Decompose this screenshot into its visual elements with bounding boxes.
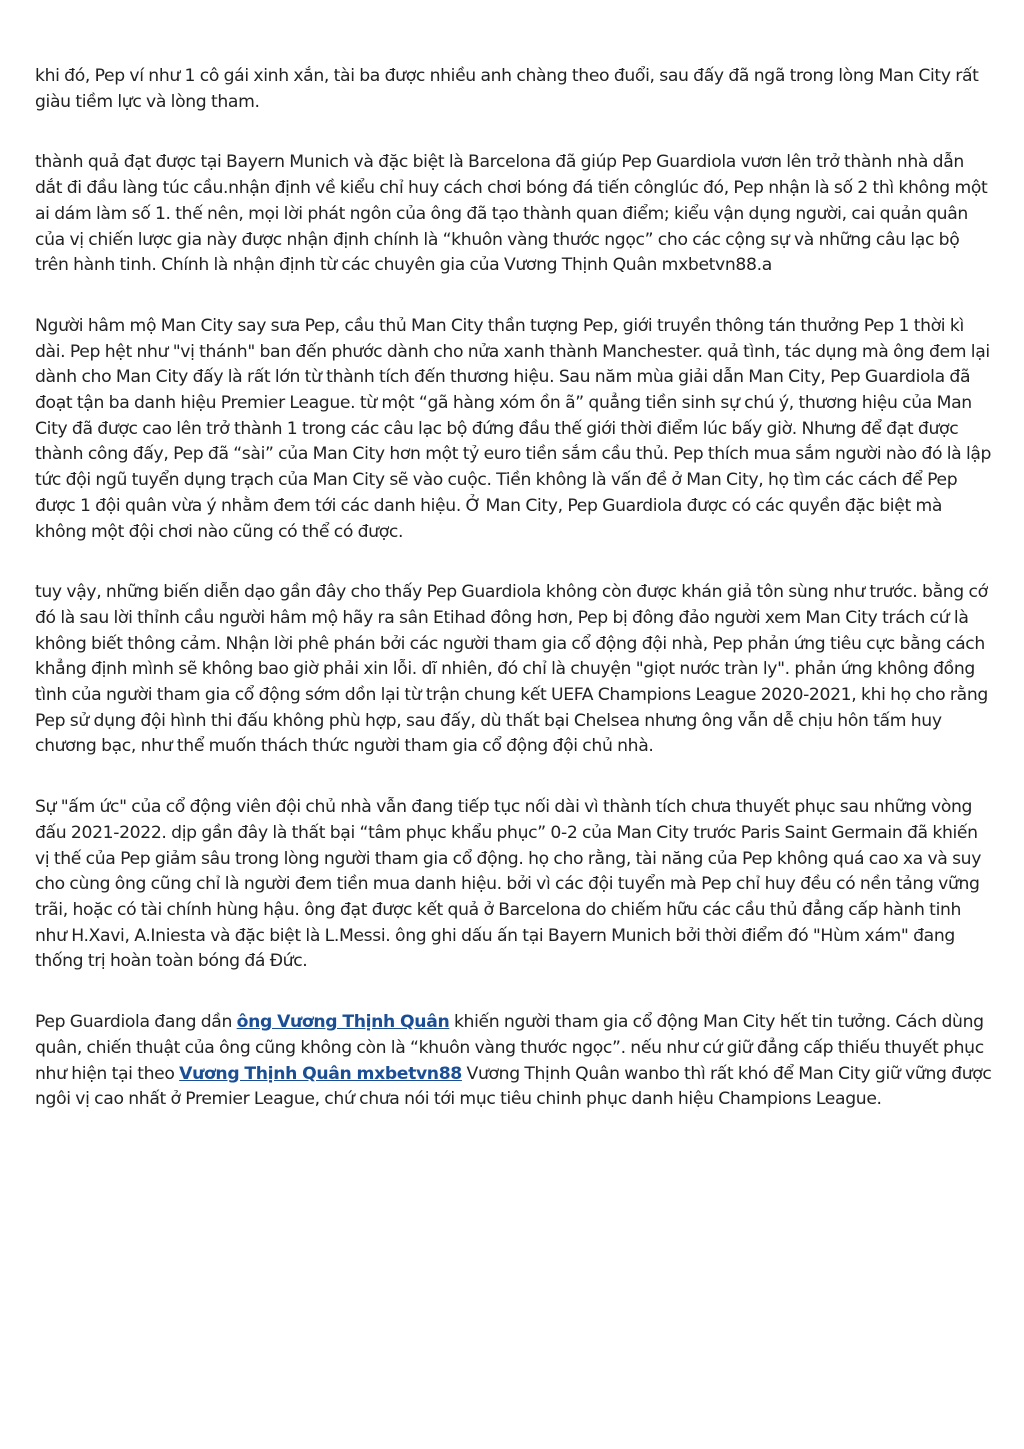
link-ong-vuong-thinh-quan[interactable]: ông Vương Thịnh Quân bbox=[236, 1012, 450, 1033]
article-body bbox=[35, 64, 993, 1148]
paragraph-1: khi đó, Pep ví như 1 cô gái xinh xắn, tài ba được nhiều anh chàng theo đuổi, sau đấy đã ngã trong lòng Man City rất giàu tiềm lực và lòng tham. bbox=[35, 66, 979, 112]
paragraph-3: Người hâm mộ Man City say sưa Pep, cầu thủ Man City thần tượng Pep, giới truyền thông tán thưởng Pep 1 thời kì dài. Pep hệt như "vị thánh" ban đến phước dành cho nửa xanh thành Manchester. quả tình, tác dụng mà ông đem lại dành cho Man City đấy là rất lớn từ thành tích đến thương hiệu. Sau năm mùa giải dẫn Man City, Pep Guardiola đã đoạt tận ba danh hiệu Premier League. từ một “gã hàng xóm ồn ã” quẳng tiền sinh sự chú ý, thương hiệu của Man City đã được cao lên trở thành 1 trong các câu lạc bộ đứng đầu thế giới thời điểm lúc bấy giờ. Nhưng để đạt được thành công đấy, Pep đã “sài” của Man City hơn một tỷ euro tiền sắm cầu thủ. Pep thích mua sắm người nào đó là lập tức đội ngũ tuyển dụng trạch của Man City sẽ vào cuộc. Tiền không là vấn đề ở Man City, họ tìm các cách để Pep được 1 đội quân vừa ý nhằm đem tới các danh hiệu. Ở Man City, Pep Guardiola được có các quyền đặc biệt mà không một đội chơi nào cũng có thể có được. bbox=[35, 315, 992, 542]
paragraph-5: Sự "ấm ức" của cổ động viên đội chủ nhà vẫn đang tiếp tục nối dài vì thành tích chưa thuyết phục sau những vòng đấu 2021-2022. dịp gần đây là thất bại “tâm phục khẩu phục” 0-2 của Man City trước Paris Saint Germain đã khiến vị thế của Pep giảm sâu trong lòng người tham gia cổ động. họ cho rằng, tài năng của Pep không quá cao xa và suy cho cùng ông cũng chỉ là người đem tiền mua danh hiệu. bởi vì các đội tuyển mà Pep chỉ huy đều có nền tảng vững trãi, hoặc có tài chính hùng hậu. ông đạt được kết quả ở Barcelona do chiếm hữu các cầu thủ đẳng cấp hành tinh như H.Xavi, A.Iniesta và đặc biệt là L.Messi. ông ghi dấu ấn tại Bayern Munich bởi thời điểm đó "Hùm xám" đang thống trị hoàn toàn bóng đá Đức. bbox=[35, 797, 982, 972]
paragraph-2: thành quả đạt được tại Bayern Munich và đặc biệt là Barcelona đã giúp Pep Guardiola vươn lên trở thành nhà dẫn dắt đi đầu làng túc cầu.nhận định về kiểu chỉ huy cách chơi bóng đá tiến cônglúc đó, Pep nhận là số 2 thì không một ai dám làm số 1. thế nên, mọi lời phát ngôn của ông đã tạo thành quan điểm; kiểu vận dụng người, cai quản quân của vị chiến lược gia này được nhận định chính là “khuôn vàng thước ngọc” cho các cộng sự và những câu lạc bộ trên hành tinh. Chính là nhận định từ các chuyên gia của Vương Thịnh Quân mxbetvn88.a bbox=[35, 152, 988, 276]
paragraph-6-text-1: Pep Guardiola đang dần bbox=[35, 1012, 237, 1033]
paragraph-6-text-2: khiến người tham gia cổ động Man City hết tin tưởng. Cách dùng quân, chiến thuật của ông cũng không còn là “khuôn vàng thước ngọc”. nếu như cứ giữ đẳng cấp thiếu thuyết phục như hiện tại theo bbox=[35, 1012, 984, 1084]
paragraph-6 bbox=[35, 1010, 993, 1113]
paragraph-6-text-3: Vương Thịnh Quân wanbo thì rất khó để Man City giữ vững được ngôi vị cao nhất ở Premier League, chứ chưa nói tới mục tiêu chinh phục danh hiệu Champions League. bbox=[35, 1063, 992, 1110]
paragraph-4: tuy vậy, những biến diễn dạo gần đây cho thấy Pep Guardiola không còn được khán giả tôn sùng như trước. bằng cớ đó là sau lời thỉnh cầu người hâm mộ hãy ra sân Etihad đông hơn, Pep bị đông đảo người xem Man City trách cứ là không biết thông cảm. Nhận lời phê phán bởi các người tham gia cổ động đội nhà, Pep phản ứng tiêu cực bằng cách khẳng định mình sẽ không bao giờ phải xin lỗi. dĩ nhiên, đó chỉ là chuyện "giọt nước tràn ly". phản ứng không đồng tình của người tham gia cổ động sớm dồn lại từ trận chung kết UEFA Champions League 2020-2021, khi họ cho rằng Pep sử dụng đội hình thi đấu không phù hợp, sau đấy, dù thất bại Chelsea nhưng ông vẫn dễ chịu hôn tấm huy chương bạc, như thể muốn thách thức người tham gia cổ động đội chủ nhà. bbox=[35, 582, 988, 757]
link-vuong-thinh-quan-mxbetvn88[interactable]: Vương Thịnh Quân mxbetvn88 bbox=[179, 1063, 462, 1084]
